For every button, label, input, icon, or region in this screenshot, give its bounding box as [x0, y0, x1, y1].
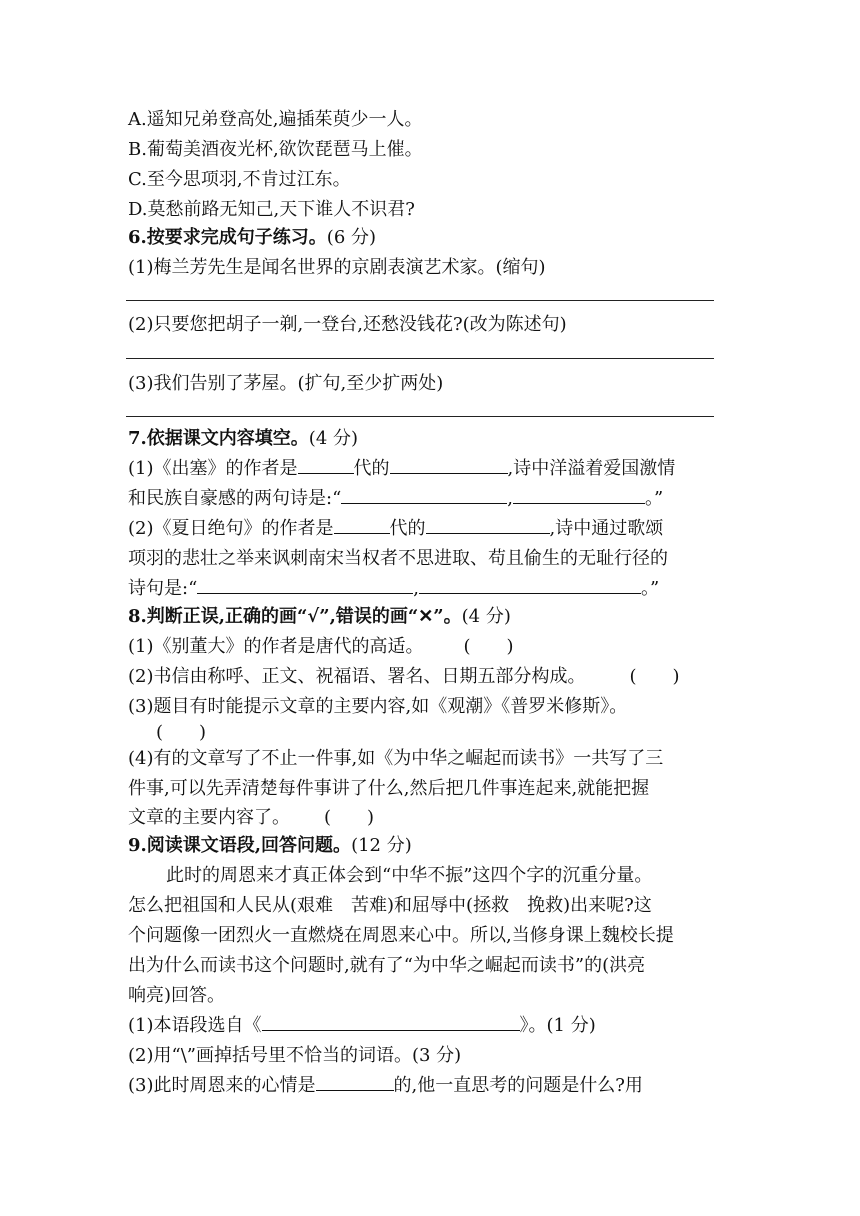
option-a: A.遥知兄弟登高处,遍插茱萸少一人。 [128, 109, 423, 130]
q9-sub-3-text-a: (3)此时周恩来的心情是 [128, 1075, 316, 1096]
answer-paren-2[interactable]: ( ) [629, 666, 680, 687]
q8-item-4-line-2: 件事,可以先弄清楚每件事讲了什么,然后把几件事连起来,就能把握 [128, 778, 650, 799]
q9-sub-3-text-b: 的,他一直思考的问题是什么?用 [393, 1075, 643, 1096]
blank-mood[interactable] [316, 1074, 394, 1091]
blank-poem-line-1[interactable] [341, 487, 507, 504]
q6-score: (6 分) [326, 227, 377, 248]
q9-sub-1-text-a: (1)本语段选自《 [128, 1015, 262, 1036]
passage-line-5: 响亮)回答。 [128, 985, 226, 1006]
q8-item-2 [128, 665, 680, 689]
q9-score: (12 分) [351, 835, 412, 856]
q8-score: (4 分) [461, 606, 511, 627]
q8-heading [128, 605, 511, 629]
q9-sub-1 [128, 1014, 596, 1038]
blank-poem-line-4[interactable] [419, 577, 641, 594]
answer-line-3[interactable] [126, 416, 714, 417]
q9-sub-3 [128, 1074, 643, 1098]
q7-l5-end: 。” [641, 578, 660, 599]
q7-line-1 [128, 457, 675, 481]
passage-line-3: 个问题像一团烈火一直燃烧在周恩来心中。所以,当修身课上魏校长提 [128, 925, 674, 946]
option-c: C.至今思项羽,不肯过江东。 [128, 169, 351, 190]
q7-l5-text-a: 诗句是:“ [128, 578, 198, 599]
q8-item-1 [128, 635, 514, 659]
q7-score: (4 分) [308, 428, 359, 449]
q6-title: 6.按要求完成句子练习。 [128, 227, 327, 248]
blank-author-1[interactable] [390, 457, 508, 474]
q6-heading [128, 226, 376, 250]
option-d: D.莫愁前路无知己,天下谁人不识君? [128, 199, 415, 220]
q7-l1-text-c: ,诗中洋溢着爱国激情 [507, 458, 676, 479]
q8-item-4-line-3 [128, 806, 374, 830]
blank-author-2[interactable] [426, 517, 550, 534]
q7-l1-text-a: (1)《出塞》的作者是 [128, 458, 298, 479]
q8-item-1-text: (1)《别董大》的作者是唐代的高适。 [128, 636, 424, 657]
q7-l2-comma: , [507, 488, 513, 509]
answer-paren-4[interactable]: ( ) [324, 807, 375, 828]
q9-title: 9.阅读课文语段,回答问题。 [128, 835, 352, 856]
q7-l1-text-b: 代的 [353, 458, 390, 479]
blank-dynasty-2[interactable] [334, 517, 390, 534]
q7-title: 7.依据课文内容填空。 [128, 428, 309, 449]
q7-l3-text-b: 代的 [389, 518, 426, 539]
answer-paren-1[interactable]: ( ) [463, 636, 514, 657]
answer-line-1[interactable] [126, 300, 714, 301]
q7-line-3 [128, 517, 663, 541]
q7-l2-end: 。” [645, 488, 664, 509]
blank-poem-line-2[interactable] [513, 487, 645, 504]
option-b: B.葡萄美酒夜光杯,欲饮琵琶马上催。 [128, 139, 423, 160]
q8-item-4-text-c: 文章的主要内容了。 [128, 807, 290, 828]
blank-poem-line-3[interactable] [197, 577, 413, 594]
blank-source-title[interactable] [262, 1014, 520, 1031]
q6-sentence-2: (2)只要您把胡子一剃,一登台,还愁没钱花?(改为陈述句) [128, 314, 567, 335]
q9-sub-1-text-b: 》。(1 分) [519, 1015, 596, 1036]
answer-line-2[interactable] [126, 358, 714, 359]
blank-dynasty-1[interactable] [298, 457, 354, 474]
q8-item-2-text: (2)书信由称呼、正文、祝福语、署名、日期五部分构成。 [128, 666, 586, 687]
q9-heading [128, 834, 412, 858]
passage-line-1: 此时的周恩来才真正体会到“中华不振”这四个字的沉重分量。 [166, 865, 653, 886]
passage-line-4: 出为什么而读书这个问题时,就有了“为中华之崛起而读书”的(洪亮 [128, 955, 646, 976]
q7-heading [128, 427, 358, 451]
q9-sub-2: (2)用“\”画掉括号里不恰当的词语。(3 分) [128, 1045, 462, 1066]
q7-line-4: 项羽的悲壮之举来讽刺南宋当权者不思进取、苟且偷生的无耻行径的 [128, 548, 668, 569]
answer-paren-3[interactable]: ( ) [156, 722, 207, 743]
q7-l3-text-a: (2)《夏日绝句》的作者是 [128, 518, 334, 539]
q7-l5-comma: , [413, 578, 420, 599]
q7-line-5 [128, 577, 659, 601]
passage-line-2: 怎么把祖国和人民从(艰难 苦难)和屈辱中(拯救 挽救)出来呢?这 [128, 895, 652, 916]
q6-sentence-3: (3)我们告别了茅屋。(扩句,至少扩两处) [128, 373, 444, 394]
q8-title: 8.判断正误,正确的画“√”,错误的画“✕”。 [128, 606, 462, 627]
q8-item-3: (3)题目有时能提示文章的主要内容,如《观潮》《普罗米修斯》。 [128, 696, 628, 717]
q6-sentence-1: (1)梅兰芳先生是闻名世界的京剧表演艺术家。(缩句) [128, 257, 546, 278]
q7-l3-text-c: ,诗中通过歌颂 [549, 518, 664, 539]
q8-item-4-line-1: (4)有的文章写了不止一件事,如《为中华之崛起而读书》一共写了三 [128, 748, 664, 769]
q7-line-2 [128, 487, 663, 511]
q7-l2-text-a: 和民族自豪感的两句诗是:“ [128, 488, 342, 509]
